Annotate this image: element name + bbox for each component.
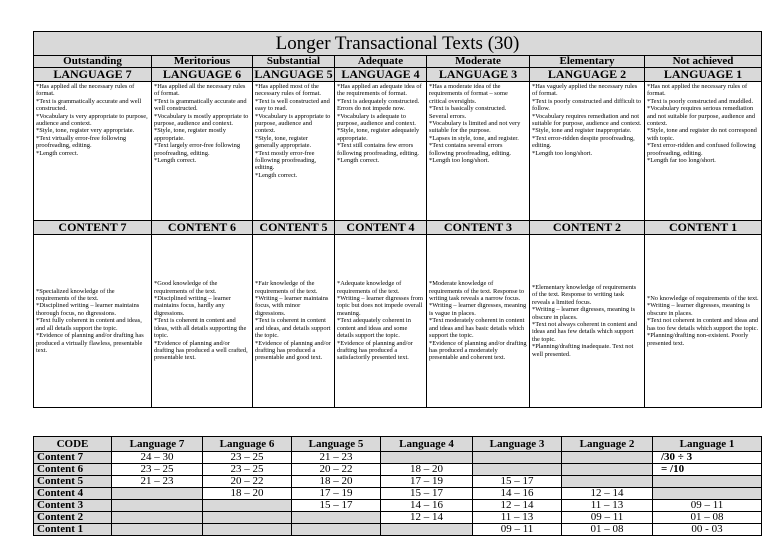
content-header: CONTENT 1: [645, 221, 762, 235]
score-cell: 24 – 30: [112, 452, 203, 464]
language-descriptor: [335, 82, 427, 221]
level-header: Not achieved: [645, 56, 762, 68]
table-row: [34, 512, 762, 524]
language-header: LANGUAGE 4: [335, 68, 427, 82]
code-table: [33, 436, 762, 536]
table-row: [34, 524, 762, 536]
score-cell: 09 – 11: [653, 500, 762, 512]
score-cell: [292, 512, 381, 524]
score-cell: 14 – 16: [381, 500, 473, 512]
score-cell: [203, 512, 292, 524]
score-cell: [112, 500, 203, 512]
language-descriptor: [34, 82, 152, 221]
descriptor-text: *Moderate knowledge of requirements of the text. Response to writing task reveals a narrow focus. *Writing – learner digresses, meaning is vague in places. *Text moderately coherent in content and ideas and has basic details which support the topic. *Evidence of planning and/or drafting has produced a moderately presentable and coherent text.: [429, 280, 527, 362]
column-header: Language 6: [203, 437, 292, 452]
column-header: Language 2: [562, 437, 653, 452]
score-cell: 21 – 23: [112, 476, 203, 488]
table-row: [34, 476, 762, 488]
score-cell: 09 – 11: [473, 524, 562, 536]
language-descriptor: [253, 82, 335, 221]
page-title: Longer Transactional Texts (30): [34, 32, 762, 56]
score-cell: 18 – 20: [381, 464, 473, 476]
column-header: Language 4: [381, 437, 473, 452]
language-header: LANGUAGE 3: [427, 68, 530, 82]
score-cell: [203, 524, 292, 536]
descriptor-text: *Has vaguely applied the necessary rules of format. *Text is poorly constructed and difficult to follow. *Vocabulary requires remediation and not suitable for purpose, audience and context. *Style, tone and register inappropriate. *Text error-ridden despite proofreading, editing. *Length too long/short.: [532, 83, 642, 157]
content-header: CONTENT 3: [427, 221, 530, 235]
language-descriptor: [530, 82, 645, 221]
code-table-body: [34, 452, 762, 536]
score-cell: 20 – 22: [292, 464, 381, 476]
score-cell: 15 – 17: [381, 488, 473, 500]
language-descriptor: [645, 82, 762, 221]
row-label: Content 6: [34, 464, 112, 476]
descriptor-text: *Fair knowledge of the requirements of the text. *Writing – learner maintains focus, with minor digressions. *Text is coherent in content and ideas, and details support the topic. *Evidence of planning and/or drafting has produced a presentable and good text.: [255, 280, 331, 362]
score-cell: /30 ÷ 3: [653, 452, 762, 464]
content-header: CONTENT 4: [335, 221, 427, 235]
language-header: LANGUAGE 2: [530, 68, 645, 82]
descriptor-text: *No knowledge of requirements of the text. *Writing – learner digresses, meaning is obscure in places. *Text not coherent in content and ideas and has too few details which support the topic. *Planning/drafting non-existent. Poorly presented text.: [647, 295, 759, 347]
column-header: Language 3: [473, 437, 562, 452]
score-cell: 01 – 08: [562, 524, 653, 536]
score-cell: 23 – 25: [203, 452, 292, 464]
score-cell: 09 – 11: [562, 512, 653, 524]
score-cell: 14 – 16: [473, 488, 562, 500]
score-cell: 17 – 19: [292, 488, 381, 500]
level-header: Elementary: [530, 56, 645, 68]
score-cell: 15 – 17: [473, 476, 562, 488]
score-cell: 20 – 22: [203, 476, 292, 488]
table-row: [34, 464, 762, 476]
level-header: Adequate: [335, 56, 427, 68]
descriptor-text: *Has applied all the necessary rules of format. *Text is grammatically accurate and well constructed. *Vocabulary is very appropriate to purpose, audience and context. *Style, tone, register very appropriate. *Text virtually error-free following proofreading, editing. *Length correct.: [36, 83, 148, 157]
content-descriptor: [152, 235, 253, 408]
language-descriptor: [427, 82, 530, 221]
descriptor-text: *Has a moderate idea of the requirements of format – some critical oversights. *Text is basically constructed. Several errors. *Vocabulary is limited and not very suitable for the purpose. *Lapses in style, tone, and register. *Text contains several errors following proofreading, editing. *Length too long/short.: [429, 83, 521, 165]
score-cell: 23 – 25: [203, 464, 292, 476]
content-descriptor: [335, 235, 427, 408]
score-cell: [653, 476, 762, 488]
descriptor-text: *Good knowledge of the requirements of the text. *Disciplined writing – learner maintains focus, hardly any digressions. *Text is coherent in content and ideas, with all details supporting the topic. *Evidence of planning and/or drafting has produced a well crafted, presentable text.: [154, 280, 248, 362]
score-cell: [562, 476, 653, 488]
table-row: [34, 488, 762, 500]
column-header: Language 1: [653, 437, 762, 452]
language-header: LANGUAGE 6: [152, 68, 253, 82]
column-header: CODE: [34, 437, 112, 452]
score-cell: [112, 512, 203, 524]
score-cell: 11 – 13: [473, 512, 562, 524]
score-cell: 18 – 20: [203, 488, 292, 500]
score-cell: 12 – 14: [562, 488, 653, 500]
score-cell: 00 - 03: [653, 524, 762, 536]
code-table-header: [34, 437, 762, 452]
row-label: Content 2: [34, 512, 112, 524]
table-row: [34, 500, 762, 512]
score-cell: [473, 464, 562, 476]
score-cell: [292, 524, 381, 536]
descriptor-text: *Specialized knowledge of the requirements of the text. *Disciplined writing – learner maintains thorough focus, no digressions. *Text fully coherent in content and ideas, and all details support the topic. *Evidence of planning and/or drafting has produced a virtually flawless, presentable text.: [36, 287, 144, 354]
level-header: Substantial: [253, 56, 335, 68]
descriptor-text: *Has not applied the necessary rules of format. *Text is poorly constructed and muddled. *Vocabulary requires serious remediation and not suitable for purpose, audience and context. *Style, tone and register do not correspond with topic. *Text error-ridden and confused following proofreading, editing. *Length far too long/short.: [647, 83, 757, 165]
score-cell: 23 – 25: [112, 464, 203, 476]
descriptor-text: *Elementary knowledge of requirements of the text. Response to writing task reveals a limited focus. *Writing – learner digresses, meaning is obscure in places. *Text not always coherent in content and ideas and has few details which support the topic. *Planning/drafting inadequate. Text not well presented.: [532, 283, 637, 358]
level-header: Moderate: [427, 56, 530, 68]
score-cell: = /10: [653, 464, 762, 476]
row-label: Content 7: [34, 452, 112, 464]
score-cell: 21 – 23: [292, 452, 381, 464]
score-cell: [381, 452, 473, 464]
column-header: Language 5: [292, 437, 381, 452]
content-descriptor: [253, 235, 335, 408]
content-header: CONTENT 5: [253, 221, 335, 235]
descriptor-text: *Adequate knowledge of requirements of the text. *Writing – learner digresses from topic but does not impede overall meaning. *Text adequately coherent in content and ideas and some details support the topic. *Evidence of planning and/or drafting has produced a satisfactorily presented text.: [337, 280, 423, 362]
content-header: CONTENT 2: [530, 221, 645, 235]
score-cell: [112, 524, 203, 536]
language-header: LANGUAGE 7: [34, 68, 152, 82]
content-header: CONTENT 6: [152, 221, 253, 235]
level-header: Outstanding: [34, 56, 152, 68]
score-cell: 15 – 17: [292, 500, 381, 512]
row-label: Content 4: [34, 488, 112, 500]
content-descriptor: [530, 235, 645, 408]
content-header: CONTENT 7: [34, 221, 152, 235]
language-descriptor: [152, 82, 253, 221]
descriptor-text: *Has applied an adequate idea of the requirements of format. *Text is adequately constructed. Errors do not impede now. *Vocabulary is adequate to purpose, audience and context. *Style, tone, register adequately appropriate. *Text still contains few errors following proofreading, editing. *Length correct.: [337, 83, 422, 165]
score-cell: 12 – 14: [473, 500, 562, 512]
descriptor-text: *Has applied all the necessary rules of format. *Text is grammatically accurate and well constructed. *Vocabulary is mostly appropriate to purpose, audience and context. *Style, tone, register mostly appropriate. *Text largely error-free following proofreading, editing. *Length correct.: [154, 83, 249, 165]
rubric-table: [33, 31, 762, 408]
score-cell: 11 – 13: [562, 500, 653, 512]
language-header: LANGUAGE 1: [645, 68, 762, 82]
score-cell: 01 – 08: [653, 512, 762, 524]
table-row: [34, 452, 762, 464]
score-cell: [562, 464, 653, 476]
language-header: LANGUAGE 5: [254, 67, 333, 81]
score-cell: 12 – 14: [381, 512, 473, 524]
content-descriptor: [427, 235, 530, 408]
score-cell: [112, 488, 203, 500]
score-cell: 17 – 19: [381, 476, 473, 488]
row-label: Content 1: [34, 524, 112, 536]
row-label: Content 3: [34, 500, 112, 512]
column-header: Language 7: [112, 437, 203, 452]
descriptor-text: *Has applied most of the necessary rules of format. *Text is well constructed and easy to read. *Vocabulary is appropriate to purpose, audience and context. *Style, tone, register generally appropriate. *Text mostly error-free following proofreading, editing. *Length correct.: [255, 83, 331, 179]
row-label: Content 5: [34, 476, 112, 488]
score-cell: [562, 452, 653, 464]
score-cell: [653, 488, 762, 500]
score-cell: [473, 452, 562, 464]
score-cell: [203, 500, 292, 512]
level-header: Meritorious: [152, 56, 253, 68]
content-descriptor: [34, 235, 152, 408]
content-descriptor: [645, 235, 762, 408]
score-cell: [381, 524, 473, 536]
score-cell: 18 – 20: [292, 476, 381, 488]
